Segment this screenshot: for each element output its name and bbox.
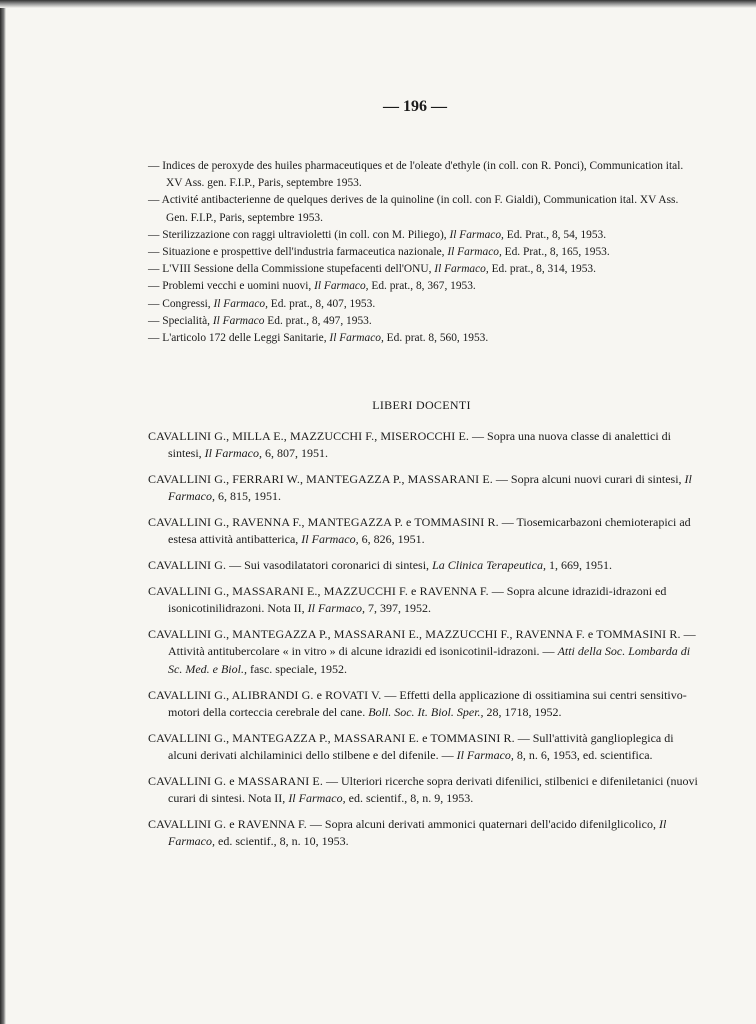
reference-item (148, 687, 698, 722)
reference-title: — Ulteriori ricerche sopra derivati difenilici, stilbenici e difeniletanici (nuovi curari di sintesi. Nota II, (168, 773, 698, 806)
reference-details: 6, 807, 1951. (262, 446, 328, 461)
reference-details: 1, 669, 1951. (545, 558, 612, 573)
reference-title: — Tiosemicarbazoni chemioterapici ad estesa attività antibatterica, (168, 515, 691, 547)
journal-name: La Clinica Terapeutica, (432, 558, 546, 573)
journal-name: Il Farmaco, (168, 816, 667, 849)
reference-title: — Sopra alcuni derivati ammonici quaternari dell'acido difenilglicolico, (306, 816, 659, 831)
section-heading: LIBERI DOCENTI (372, 398, 471, 412)
journal-name: Il Farmaco, (314, 280, 369, 293)
reference-item (148, 730, 698, 765)
reference-item (148, 816, 698, 851)
publication-item (148, 313, 696, 330)
journal-name: Il Farmaco, (301, 532, 359, 547)
publication-details: Ed. prat., 8, 497, 1953. (264, 314, 372, 327)
reference-authors: CAVALLINI G., RAVENNA F., MANTEGAZZA P. e TOMMASINI R. (148, 515, 499, 530)
publication-item (148, 192, 696, 226)
publication-details: Ed. prat. 8, 560, 1953. (383, 332, 489, 345)
reference-authors: CAVALLINI G., MANTEGAZZA P., MASSARANI E., MAZZUCCHI F., RAVENNA F. e TOMMASINI R. (148, 627, 681, 642)
reference-title: — Sopra alcune idrazidi-idrazoni ed isonicotinilidrazoni. Nota II, (168, 584, 667, 616)
reference-title: — Sui vasodilatatori coronarici di sintesi, (226, 558, 433, 573)
journal-name: Il Farmaco, (329, 332, 384, 345)
reference-item (148, 773, 698, 808)
publication-details: Ed. prat., 8, 407, 1953. (267, 297, 376, 310)
publication-item (148, 227, 696, 244)
reference-details: 7, 397, 1952. (364, 601, 431, 616)
publication-text: — Problemi vecchi e uomini nuovi, (148, 280, 315, 293)
publication-item (148, 261, 696, 278)
publication-text: — L'VIII Sessione della Commissione stupefacenti dell'ONU, (148, 263, 435, 276)
reference-authors: CAVALLINI G. e MASSARANI E. (148, 773, 323, 788)
publication-text: — Activité antibacterienne de quelques derives de la quinoline (in coll. con F. Gialdi), Communication ital. XV Ass. Gen. F.I.P., Paris, septembre 1953. (148, 194, 679, 224)
reference-details: ed. scientif., 8, n. 9, 1953. (345, 791, 474, 806)
reference-authors: CAVALLINI G., FERRARI W., MANTEGAZZA P., MASSARANI E. (148, 472, 493, 487)
publication-item (148, 296, 696, 313)
reference-authors: CAVALLINI G., MILLA E., MAZZUCCHI F., MISEROCCHI E. (148, 429, 470, 443)
reference-title: — Effetti della applicazione di ossitiamina sui centri sensitivo-motori della corteccia cerebrale del cane. (168, 687, 687, 719)
journal-name: Il Farmaco, (204, 446, 262, 461)
publication-text: — Sterilizzazione con raggi ultravioletti (in coll. con M. Piliego), (148, 228, 450, 241)
journal-name: Atti della Soc. Lombarda di Sc. Med. e Biol., (168, 644, 691, 676)
publication-text: — Indices de peroxyde des huiles pharmaceutiques et de l'oleate d'ethyle (in coll. con R. Ponci), Communication ital. XV Ass. gen. F.I.P., Paris, septembre 1953. (148, 160, 684, 190)
publication-item (148, 244, 696, 261)
journal-name: Il Farmaco, (447, 246, 502, 259)
journal-name: Il Farmaco, (434, 263, 489, 276)
reference-details: 6, 826, 1951. (358, 532, 425, 547)
journal-name: Il Farmaco, (307, 601, 365, 616)
reference-item (148, 557, 698, 574)
publication-text: — Specialità, (148, 314, 213, 327)
reference-title: — Sull'attività ganglioplegica di alcuni derivati alchilaminici dello stilbene e del difenile. — (168, 730, 674, 762)
publication-text: — Congressi, (148, 297, 214, 310)
journal-name: Il Farmaco, (288, 791, 346, 806)
reference-authors: CAVALLINI G. (148, 558, 227, 573)
publication-details: Ed. Prat., 8, 54, 1953. (503, 228, 607, 241)
publication-item (148, 158, 696, 192)
journal-name: Il Farmaco, (168, 472, 692, 504)
reference-title: — Sopra una nuova classe di analettici di sintesi, (168, 429, 671, 461)
journal-name: Boll. Soc. It. Biol. Sper., (368, 704, 484, 719)
reference-authors: CAVALLINI G., MANTEGAZZA P., MASSARANI E. e TOMMASINI R. (148, 730, 515, 745)
reference-details: 6, 815, 1951. (215, 489, 281, 504)
reference-title: — Sopra alcuni nuovi curari di sintesi, (492, 472, 685, 487)
page-number: — 196 — (383, 98, 447, 115)
reference-details: 28, 1718, 1952. (483, 704, 562, 719)
reference-details: 8, n. 6, 1953, ed. scientifica. (513, 747, 653, 762)
publication-item (148, 330, 696, 347)
reference-title: — Attività antitubercolare « in vitro » di alcune idrazidi ed isonicotinil-idrazoni. — (168, 627, 696, 659)
reference-item (148, 583, 698, 618)
reference-item (148, 428, 698, 463)
reference-item (148, 514, 698, 549)
reference-authors: CAVALLINI G., ALIBRANDI G. e ROVATI V. (148, 687, 382, 702)
journal-name: Il Farmaco (212, 314, 265, 327)
publication-text: — L'articolo 172 delle Leggi Sanitarie, (148, 332, 330, 345)
page-left-edge-shadow (0, 0, 6, 1024)
page-top-edge-shadow (0, 0, 756, 8)
journal-name: Il Farmaco, (456, 747, 514, 762)
publication-details: Ed. Prat., 8, 165, 1953. (501, 246, 610, 259)
publication-list (148, 158, 696, 347)
reference-details: ed. scientif., 8, n. 10, 1953. (215, 834, 349, 849)
publication-text: — Situazione e prospettive dell'industria farmaceutica nazionale, (148, 246, 448, 259)
reference-details: fasc. speciale, 1952. (246, 661, 347, 676)
reference-item (148, 471, 698, 506)
reference-item (148, 626, 698, 678)
publication-details: Ed. prat., 8, 367, 1953. (368, 280, 476, 293)
reference-authors: CAVALLINI G. e RAVENNA F. (148, 816, 307, 831)
reference-list (148, 428, 698, 859)
publication-item (148, 278, 696, 295)
publication-details: Ed. prat., 8, 314, 1953. (488, 263, 596, 276)
reference-authors: CAVALLINI G., MASSARANI E., MAZZUCCHI F. e RAVENNA F. (148, 584, 489, 599)
journal-name: Il Farmaco, (449, 228, 504, 241)
journal-name: Il Farmaco, (213, 297, 268, 310)
